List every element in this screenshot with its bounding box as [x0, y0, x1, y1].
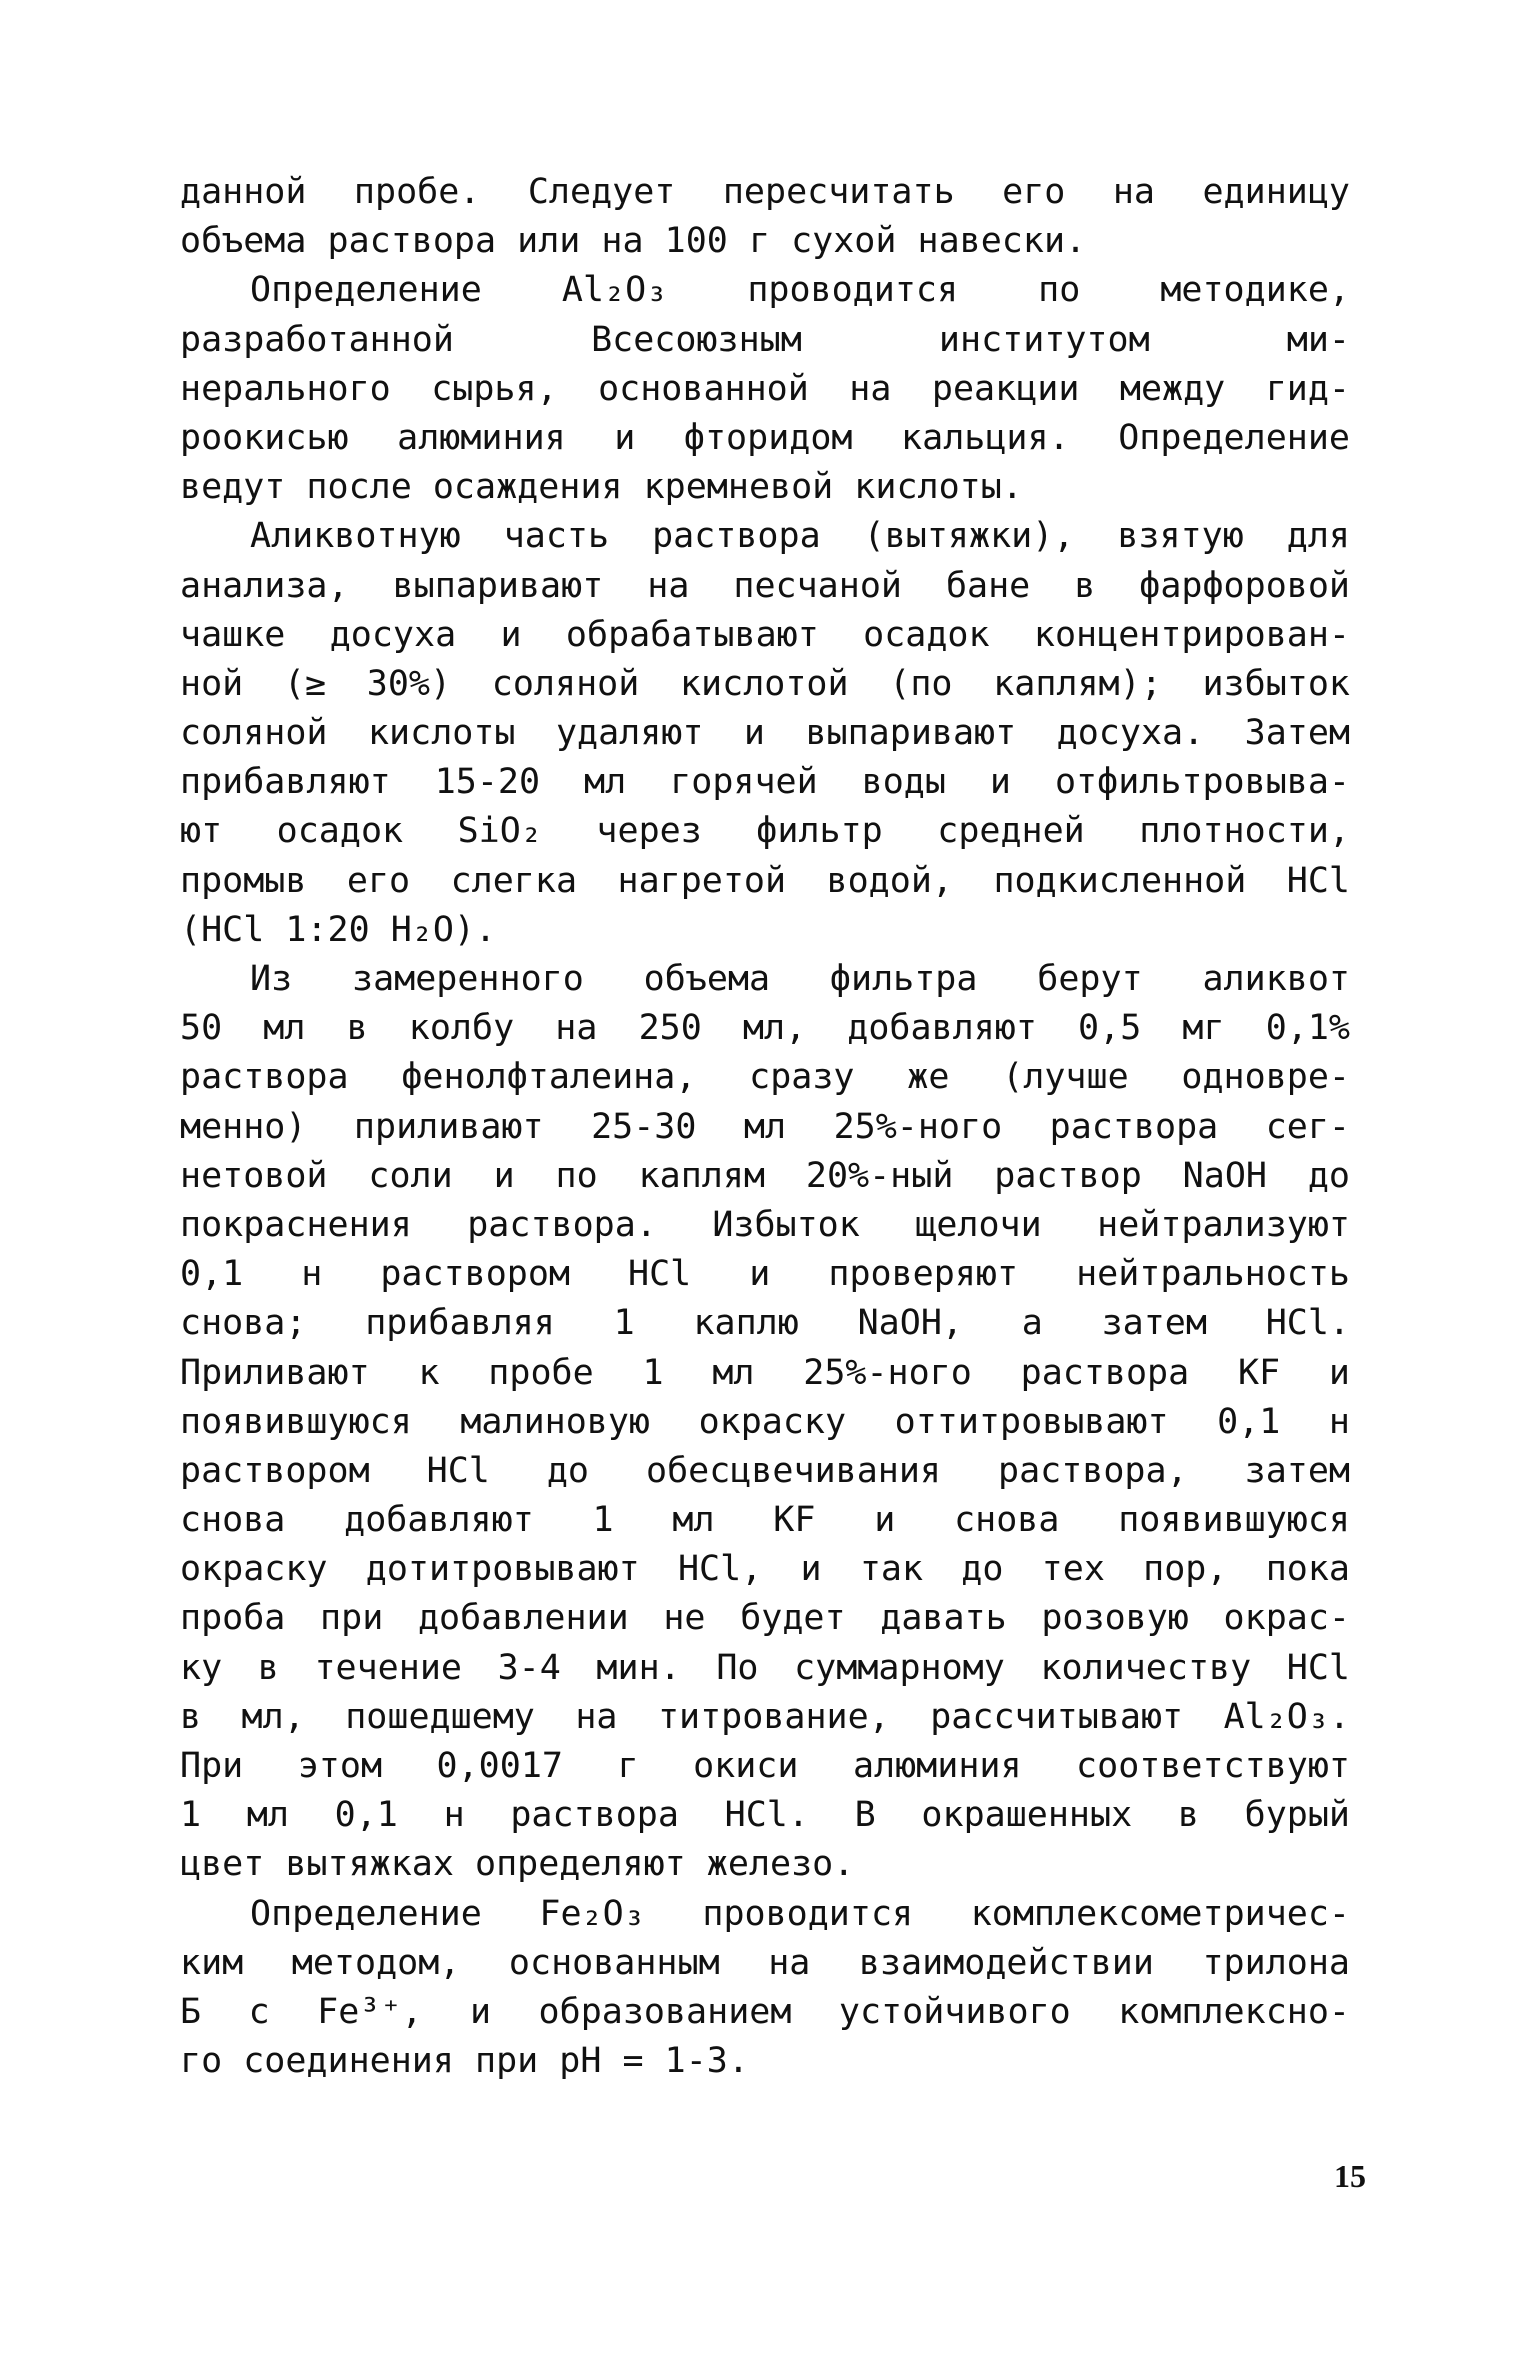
text-line: объема раствора или на 100 г сухой навески. [180, 221, 1087, 262]
text-line: окраску дотитровывают HCl, и так до тех пор, пока [180, 1549, 1350, 1590]
paragraph-2 [180, 266, 1350, 512]
text-line: Б с Fe³⁺, и образованием устойчивого комплексно- [180, 1991, 1350, 2032]
text-line: ют осадок SiO₂ через фильтр средней плотности, [180, 811, 1350, 852]
page-number: 15 [1334, 2158, 1366, 2194]
text-line: 1 мл 0,1 н раствора HCl. В окрашенных в бурый [180, 1795, 1350, 1836]
text-line: в мл, пошедшему на титрование, рассчитывают Al₂O₃. [180, 1696, 1350, 1737]
text-line: ку в течение 3-4 мин. По суммарному количеству HCl [180, 1647, 1350, 1688]
text-line: разработанной Всесоюзным институтом ми- [180, 319, 1350, 360]
text-line: нетовой соли и по каплям 20%-ный раствор NaOH до [180, 1155, 1350, 1196]
text-line: соляной кислоты удаляют и выпаривают досуха. Затем [180, 713, 1350, 754]
text-line: При этом 0,0017 г окиси алюминия соответствуют [180, 1746, 1350, 1786]
text-line: 0,1 н раствором HCl и проверяют нейтральность [180, 1254, 1350, 1295]
text-line: Приливают к пробе 1 мл 25%-ного раствора KF и [180, 1352, 1350, 1393]
text-line: проба при добавлении не будет давать розовую окрас- [180, 1598, 1350, 1639]
text-line: раствором HCl до обесцвечивания раствора, затем [180, 1450, 1350, 1491]
text-line: прибавляют 15-20 мл горячей воды и отфильтровыва- [180, 762, 1350, 803]
text-line: Аликвотную часть раствора (вытяжки), взятую для [250, 516, 1350, 557]
text-line: снова; прибавляя 1 каплю NaOH, а затем HCl. [180, 1303, 1350, 1344]
text-line: Определение Al₂O₃ проводится по методике, [250, 270, 1350, 311]
text-line: 50 мл в колбу на 250 мл, добавляют 0,5 мг 0,1% [180, 1008, 1350, 1049]
text-line: покраснения раствора. Избыток щелочи нейтрализуют [180, 1204, 1350, 1245]
text-line: появившуюся малиновую окраску оттитровывают 0,1 н [180, 1401, 1350, 1442]
text-line: Из замеренного объема фильтра берут аликвот [250, 959, 1350, 999]
text-line: Определение Fe₂O₃ проводится комплексометричес- [250, 1893, 1350, 1934]
text-line: раствора фенолфталеина, сразу же (лучше одновре- [180, 1057, 1350, 1098]
text-line: ной (≥ 30%) соляной кислотой (по каплям); избыток [180, 663, 1350, 704]
text-line: нерального сырья, основанной на реакции между гид- [180, 368, 1350, 409]
text-line: цвет вытяжках определяют железо. [180, 1844, 855, 1885]
paragraph-5 [180, 1890, 1350, 2087]
text-line: промыв его слегка нагретой водой, подкисленной HCl [180, 860, 1350, 901]
text-line: го соединения при pH = 1-3. [180, 2041, 749, 2082]
paragraph-4 [180, 955, 1350, 1890]
text-line: (HCl 1:20 H₂O). [180, 909, 497, 950]
text-line: чашке досуха и обрабатывают осадок концентрирован- [180, 614, 1350, 655]
page-body [180, 168, 1350, 2086]
text-line: менно) приливают 25-30 мл 25%-ного раствора сег- [180, 1106, 1350, 1147]
text-line: данной пробе. Следует пересчитать его на единицу [180, 172, 1350, 212]
text-line: ким методом, основанным на взаимодействии трилона [180, 1942, 1350, 1983]
text-line: роокисью алюминия и фторидом кальция. Определение [180, 417, 1350, 458]
text-line: анализа, выпаривают на песчаной бане в фарфоровой [180, 565, 1350, 606]
text-line: ведут после осаждения кремневой кислоты. [180, 467, 1023, 508]
paragraph-3 [180, 512, 1350, 955]
paragraph-1 [180, 168, 1350, 266]
text-line: снова добавляют 1 мл KF и снова появившуюся [180, 1500, 1350, 1541]
